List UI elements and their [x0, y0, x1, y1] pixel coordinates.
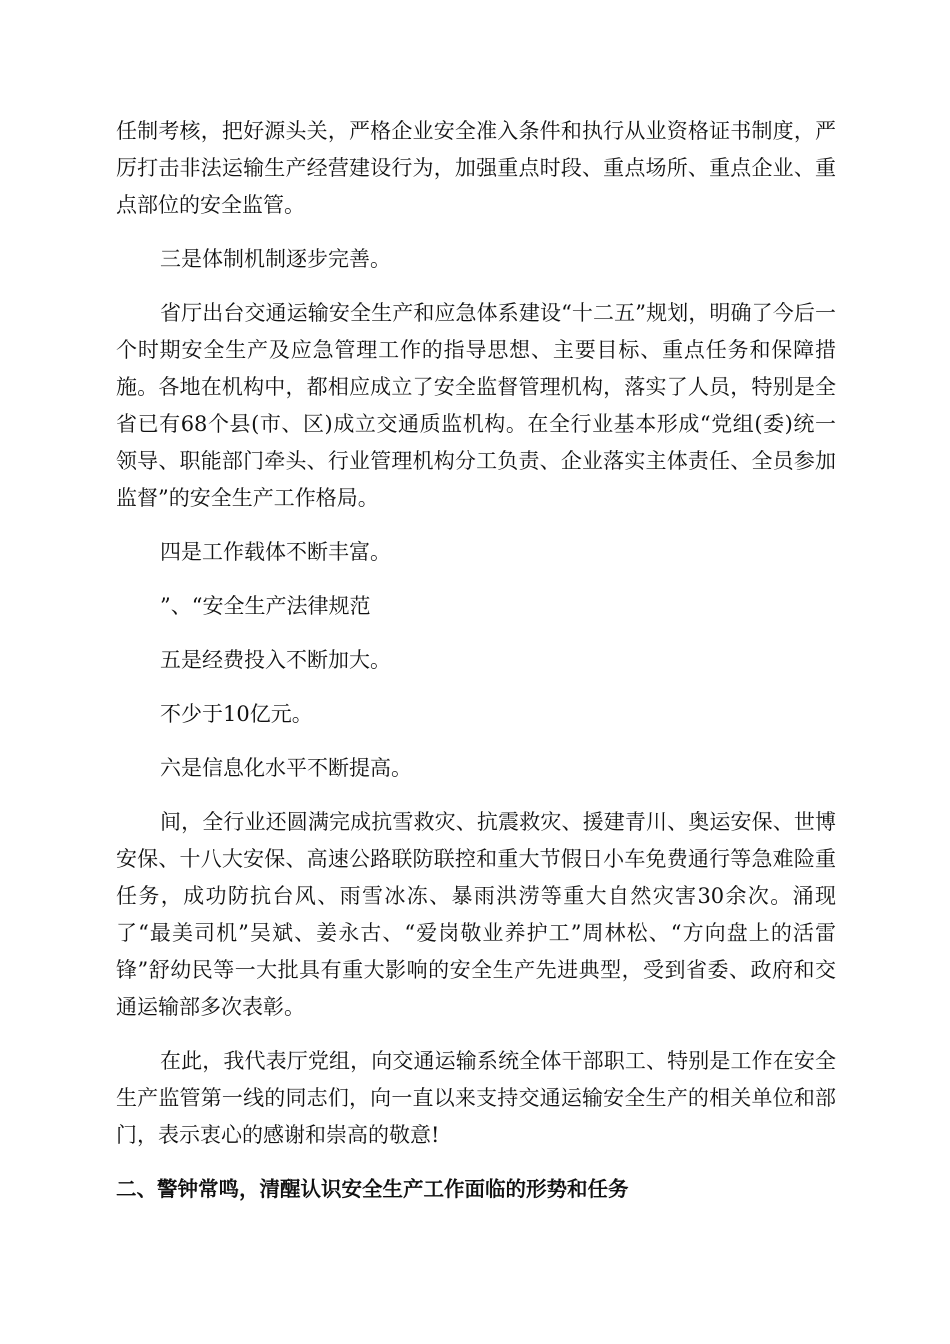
paragraph-thanks: 在此，我代表厅党组，向交通运输系统全体干部职工、特别是工作在安全生产监管第一线的同志们，向一直以来支持交通运输安全生产的相关单位和部门，表示衷心的感谢和崇高的敬意! — [116, 1049, 836, 1147]
paragraph-continuation: 任制考核，把好源头关，严格企业安全准入条件和执行从业资格证书制度，严厉打击非法运输生产经营建设行为，加强重点时段、重点场所、重点企业、重点部位的安全监管。 — [116, 119, 836, 217]
paragraph-point-six: 六是信息化水平不断提高。 — [160, 756, 412, 780]
paragraph-point-three: 三是体制机制逐步完善。 — [160, 247, 391, 271]
paragraph-achievements: 间，全行业还圆满完成抗雪救灾、抗震救灾、援建青川、奥运安保、世博安保、十八大安保、高速公路联防联控和重大节假日小车免费通行等急难险重任务，成功防抗台风、雨雪冰冻、暴雨洪涝等重大自然灾害30余次。涌现了“最美司机”吴斌、姜永古、“爱岗敬业养护工”周林松、“方向盘上的活雷锋”舒幼民等一大批具有重大影响的安全生产先进典型，受到省委、政府和交通运输部多次表彰。 — [116, 810, 836, 1019]
section-heading: 二、警钟常鸣，清醒认识安全生产工作面临的形势和任务 — [116, 1177, 629, 1201]
paragraph-fragment-law: ”、“安全生产法律规范 — [160, 594, 371, 618]
paragraph-point-four: 四是工作载体不断丰富。 — [160, 540, 391, 564]
document-body — [116, 113, 836, 1208]
paragraph-funding: 不少于10亿元。 — [160, 702, 313, 726]
paragraph-planning: 省厅出台交通运输安全生产和应急体系建设“十二五”规划，明确了今后一个时期安全生产及应急管理工作的指导思想、主要目标、重点任务和保障措施。各地在机构中，都相应成立了安全监督管理机构，落实了人员，特别是全省已有68个县(市、区)成立交通质监机构。在全行业基本形成“党组(委)统一领导、职能部门牵头、行业管理机构分工负责、企业落实主体责任、全员参加监督”的安全生产工作格局。 — [116, 301, 836, 510]
paragraph-point-five: 五是经费投入不断加大。 — [160, 648, 391, 672]
